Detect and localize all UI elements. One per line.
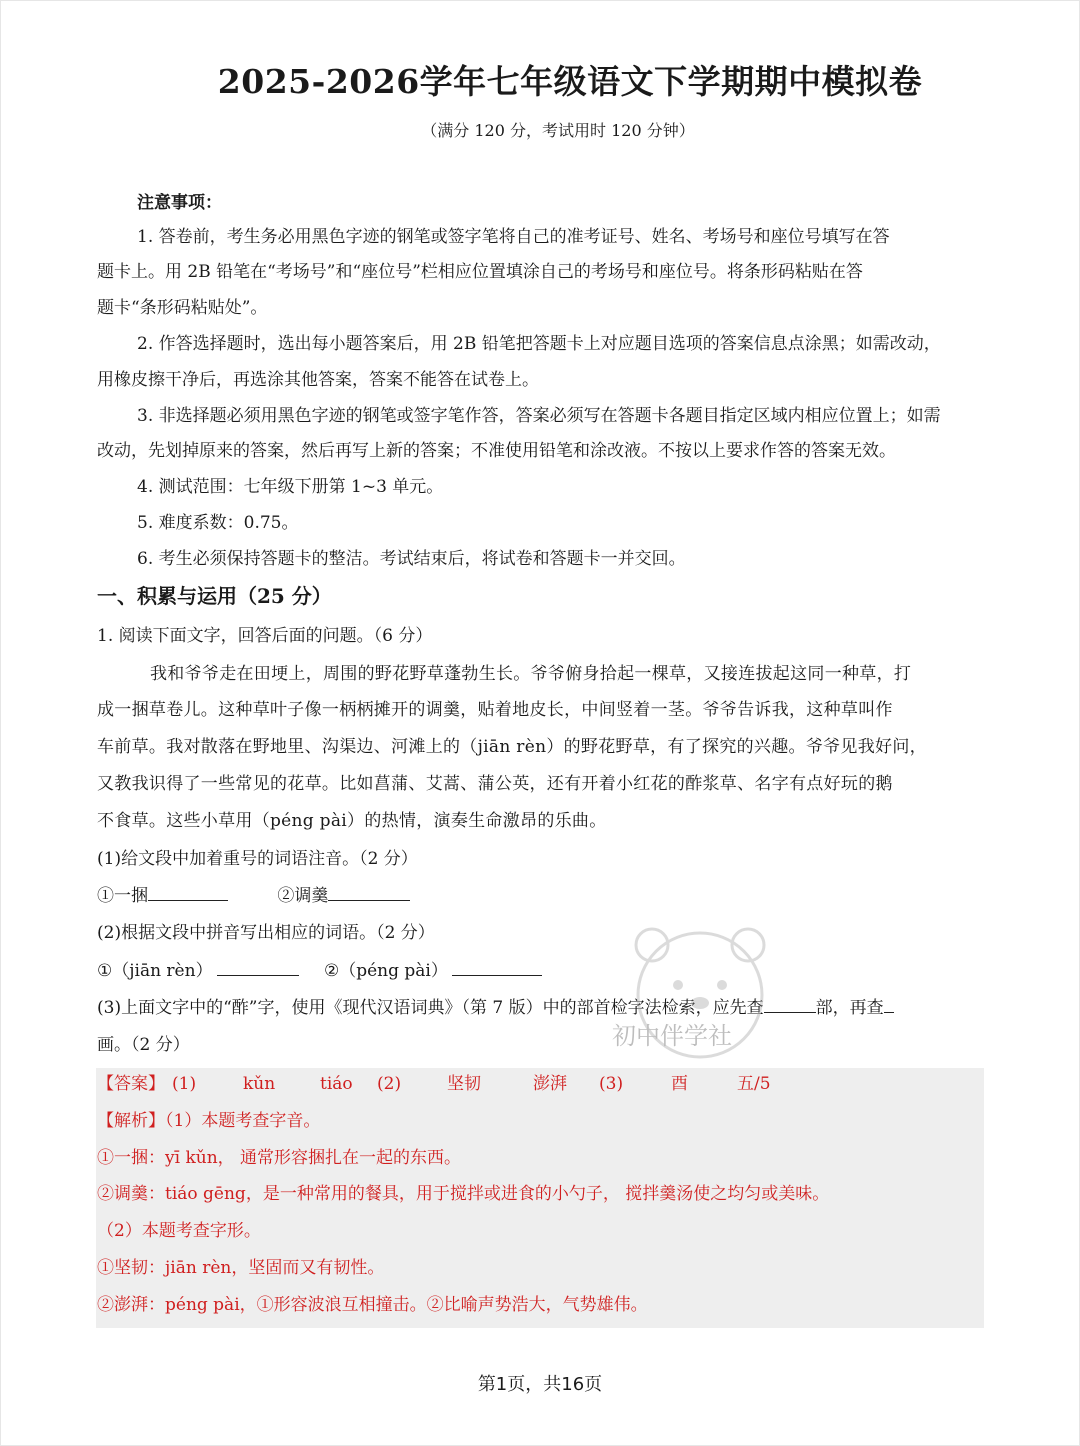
analysis-line: ②调羹：tiáo gēng，是一种常用的餐具，用于搅拌或进食的小勺子， 搅拌羹汤使之均匀或美味。 (97, 1184, 830, 1204)
note-line: 1. 答卷前，考生务必用黑色字迹的钢笔或签字笔将自己的准考证号、姓名、考场号和座位号填写在答 (137, 227, 890, 247)
analysis-line: （1）本题考查字音。 (165, 1111, 321, 1131)
note-line: 5. 难度系数：0.75。 (137, 513, 299, 533)
sub1-item-b: ②调羹 (277, 886, 329, 906)
sub3-text: (3)上面文字中的“酢”字，使用《现代汉语词典》（第 7 版）中的部首检字法检索，应先查 (97, 998, 764, 1018)
note-line: 2. 作答选择题时，选出每小题答案后，用 2B 铅笔把答题卡上对应题目选项的答案信息点涂黑；如需改动， (137, 334, 941, 354)
answer-blank[interactable] (148, 882, 228, 901)
exam-title: 2025-2026学年七年级语文下学期期中模拟卷 (217, 62, 923, 101)
passage-line: 成一捆草卷儿。这种草叶子像一柄柄摊开的调羹，贴着地皮长，中间竖着一茎。爷爷告诉我，这种草叫作 (97, 700, 893, 720)
analysis-label: 【解析】 (97, 1111, 165, 1131)
sub3-text-mid: 部，再查 (815, 998, 884, 1018)
analysis-line: ①一捆：yī kǔn， 通常形容捆扎在一起的东西。 (97, 1148, 462, 1168)
note-line: 3. 非选择题必须用黑色字迹的钢笔或签字笔作答，答案必须写在答题卡各题目指定区域内相应位置上；如需 (137, 406, 941, 426)
page-footer: 第1页，共16页 (477, 1374, 603, 1395)
sub-question-2: (2)根据文段中拼音写出相应的词语。（2 分） (97, 923, 435, 943)
answer-label: 【答案】 (97, 1074, 165, 1094)
answer-item: tiáo (320, 1074, 353, 1094)
answer-blank-row (97, 953, 542, 989)
exam-subtitle: （满分 120 分，考试用时 120 分钟） (421, 121, 695, 140)
answer-blank-row (97, 878, 410, 914)
passage-line: 我和爷爷走在田埂上，周围的野花野草蓬勃生长。爷爷俯身拾起一棵草，又接连拔起这同一种草，打 (150, 664, 912, 684)
section-heading: 一、积累与运用（25 分） (97, 584, 332, 608)
analysis-line: ①坚韧：jiān rèn，坚固而又有韧性。 (97, 1258, 385, 1278)
answer-item: 五/5 (737, 1074, 771, 1094)
answer-item: 酉 (671, 1074, 688, 1094)
note-line: 题卡上。用 2B 铅笔在“考场号”和“座位号”栏相应位置填涂自己的考场号和座位号。将条形码粘贴在答 (97, 262, 863, 282)
passage-line: 车前草。我对散落在野地里、沟渠边、河滩上的（jiān rèn）的野花野草，有了探究的兴趣。爷爷见我好问， (97, 737, 927, 757)
sub2-item-a: ①（jiān rèn） (97, 961, 213, 981)
sub-question-3-cont: 画。（2 分） (97, 1035, 190, 1055)
watermark-text: 初中伴学社 (612, 1022, 732, 1050)
answer-blank[interactable] (328, 882, 410, 901)
answer-item: 澎湃 (533, 1074, 567, 1094)
notes-heading: 注意事项： (137, 193, 222, 213)
note-line: 用橡皮擦干净后，再选涂其他答案，答案不能答在试卷上。 (97, 370, 539, 390)
sub-question-1: (1)给文段中加着重号的词语注音。（2 分） (97, 849, 418, 869)
answer-blank[interactable] (884, 994, 894, 1013)
answer-blank[interactable] (452, 957, 542, 976)
question-stem: 1. 阅读下面文字，回答后面的问题。（6 分） (97, 626, 433, 646)
sub2-item-b: ②（péng pài） (323, 961, 448, 981)
note-line: 4. 测试范围：七年级下册第 1~3 单元。 (137, 477, 444, 497)
answer-item: 坚韧 (447, 1074, 481, 1094)
passage-line: 又教我识得了一些常见的花草。比如菖蒲、艾蒿、蒲公英，还有开着小红花的酢浆草、名字有点好玩的鹅 (97, 774, 893, 794)
analysis-line: （2）本题考查字形。 (97, 1221, 261, 1241)
note-line: 改动，先划掉原来的答案，然后再写上新的答案；不准使用铅笔和涂改液。不按以上要求作答的答案无效。 (97, 441, 896, 461)
answer-item: (1) (172, 1074, 197, 1094)
sub1-item-a: ①一捆 (97, 886, 148, 906)
note-line: 6. 考生必须保持答题卡的整洁。考试结束后，将试卷和答题卡一并交回。 (137, 549, 686, 569)
analysis-row (97, 1103, 320, 1139)
answer-row (97, 1066, 165, 1102)
answer-item: (2) (377, 1074, 402, 1094)
note-line: 题卡“条形码粘贴处”。 (97, 298, 268, 318)
answer-item: kǔn (243, 1074, 276, 1094)
answer-blank[interactable] (217, 957, 299, 976)
analysis-line: ②澎湃：péng pài，①形容波浪互相撞击。②比喻声势浩大，气势雄伟。 (97, 1295, 648, 1315)
answer-item: (3) (599, 1074, 624, 1094)
passage-line: 不食草。这些小草用（péng pài）的热情，演奏生命激昂的乐曲。 (97, 811, 607, 831)
